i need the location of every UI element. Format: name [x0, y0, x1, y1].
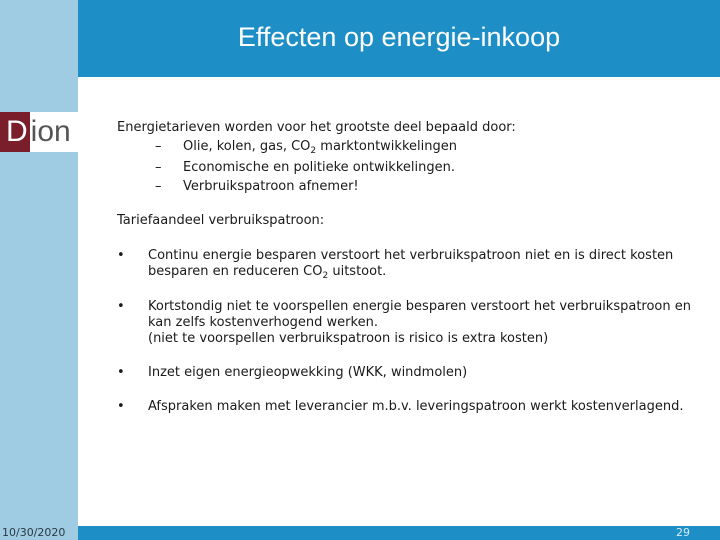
page-number: 29: [676, 526, 690, 539]
intro-text: Energietarieven worden voor het grootste deel bepaald door:: [117, 120, 516, 135]
tariff-bullet-list: [117, 248, 697, 415]
factor-item: [155, 177, 697, 196]
dash-marker: –: [155, 179, 162, 194]
footer-bar: [78, 526, 720, 540]
logo-letter-box: D: [0, 112, 30, 152]
factor-list: [117, 137, 697, 196]
factor-text: Olie, kolen, gas, CO: [183, 139, 311, 154]
bullet-text: Continu energie besparen verstoort het verbruikspatroon niet en is direct kosten besparen en reduceren CO: [148, 248, 674, 279]
bullet-text: Kortstondig niet te voorspellen energie besparen verstoort het verbruikspatroon en kan zelfs kostenverhogend werken.: [148, 299, 691, 330]
bullet-text-note: (niet te voorspellen verbruikspatroon is risico is extra kosten): [148, 331, 549, 346]
logo-letters: ion: [30, 115, 71, 148]
tariff-heading: Tariefaandeel verbruikspatroon:: [117, 213, 325, 228]
factor-text-suffix: marktontwikkelingen: [316, 139, 457, 154]
bullet-marker: •: [117, 248, 125, 263]
factor-text: Economische en politieke ontwikkelingen.: [183, 160, 455, 175]
dash-marker: –: [155, 160, 162, 175]
bullet-item: [117, 365, 697, 381]
bullet-text: Afspraken maken met leverancier m.b.v. leveringspatroon werkt kostenverlagend.: [148, 399, 684, 414]
dion-logo: [0, 112, 78, 152]
bullet-item: [117, 299, 697, 347]
bullet-text-suffix: uitstoot.: [328, 264, 387, 279]
bullet-marker: •: [117, 399, 125, 414]
bullet-item: [117, 248, 697, 281]
slide-title: Effecten op energie-inkoop: [237, 21, 561, 52]
dash-marker: –: [155, 139, 162, 154]
footer-date: 10/30/2020: [2, 526, 66, 539]
co2-subscript: 2: [310, 146, 317, 156]
factor-item: [155, 137, 697, 158]
bullet-marker: •: [117, 299, 125, 314]
bullet-text: Inzet eigen energieopwekking (WKK, windmolen): [148, 365, 468, 380]
co2-subscript: 2: [322, 271, 329, 281]
left-sidebar-bar: [0, 0, 78, 540]
factor-item: [155, 158, 697, 177]
bullet-marker: •: [117, 365, 125, 380]
factor-text: Verbruikspatroon afnemer!: [183, 179, 359, 194]
slide-content: [117, 118, 697, 415]
bullet-item: [117, 399, 697, 415]
